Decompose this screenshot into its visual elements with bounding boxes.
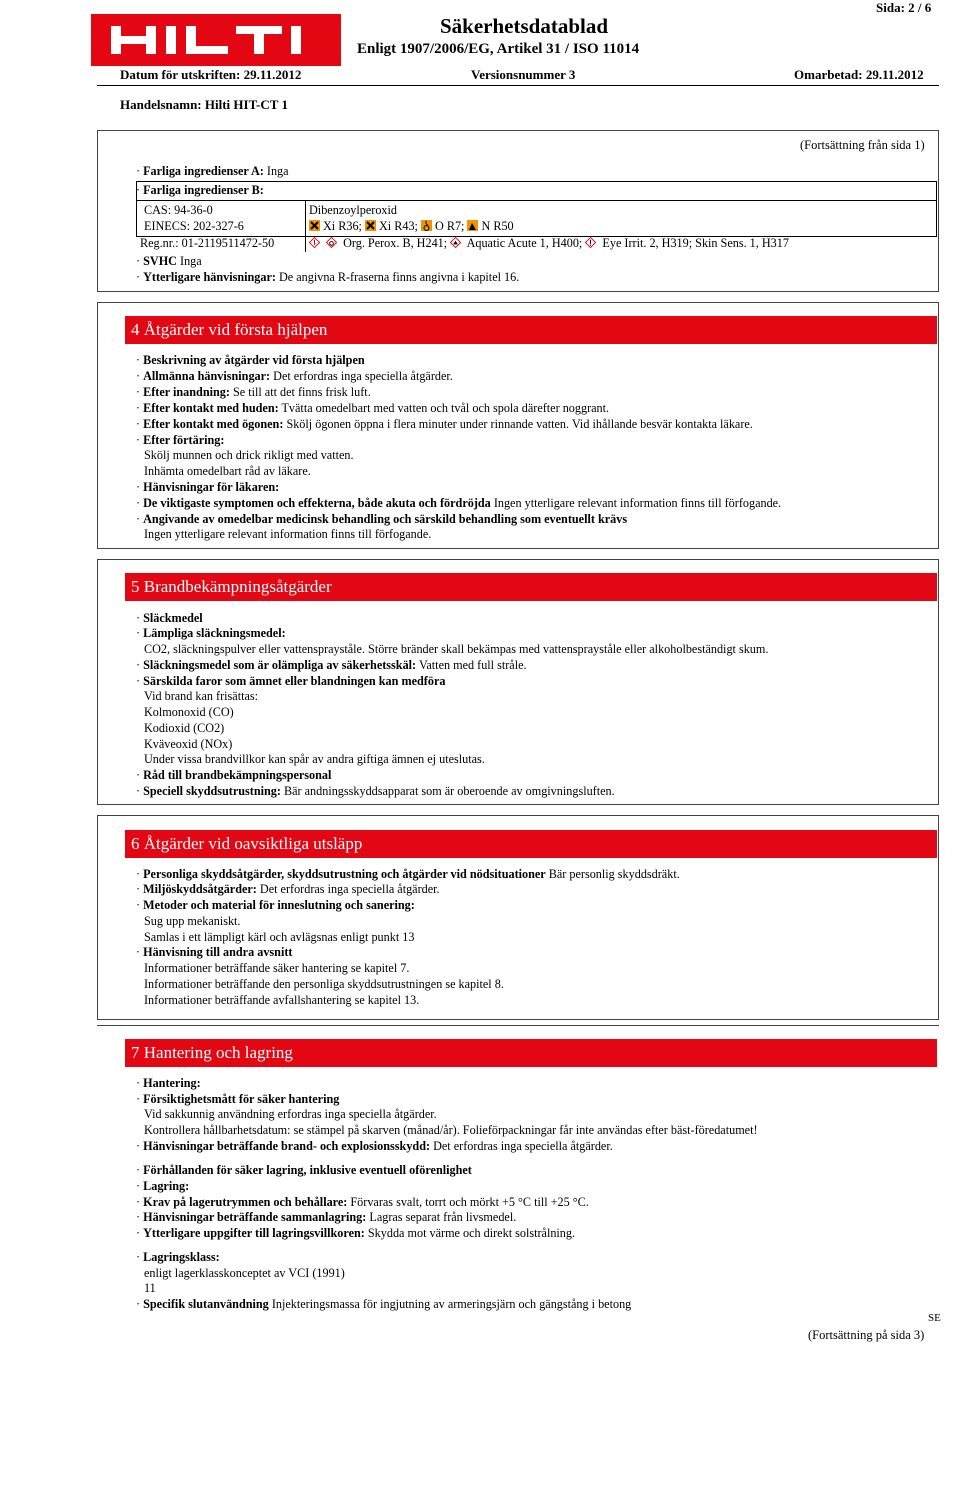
s6-line-4: Sug upp mekaniskt. (144, 914, 241, 928)
trade-name: Handelsnamn: Hilti HIT-CT 1 (120, 97, 288, 112)
s4-inhalation-text: Se till att det finns frisk luft. (232, 385, 371, 399)
s5-unsuitable-label: Släckningsmedel som är olämpliga av säkerhetsskäl: (143, 658, 417, 672)
section-6-heading: 6 Åtgärder vid oavsiktliga utsläpp (125, 830, 937, 858)
s4-line-4: · Efter kontakt med huden: Tvätta omedelbart med vatten och tvål och spola därefter noggrant. (136, 401, 610, 415)
s7-line-9: · Hänvisningar beträffande sammanlagring: Lagras separat från livsmedel. (136, 1210, 517, 1224)
s7-line-3: Vid sakkunnig användning erfordras inga speciella åtgärder. (144, 1107, 437, 1121)
ghs09-environment-icon (450, 237, 461, 248)
s5-special-hazards-label: Särskilda faror som ämnet eller blandningen kan medföra (143, 674, 446, 688)
ghs07-exclamation-icon (585, 237, 596, 248)
s7-line-12: enligt lagerklasskonceptet av VCI (1991) (144, 1266, 345, 1280)
s4-skin-text: Tvätta omedelbart med vatten och tvål och spola därefter noggrant. (281, 401, 610, 415)
ingredients-a-value: Inga (266, 164, 289, 178)
section-4-heading: 4 Åtgärder vid första hjälpen (125, 316, 937, 344)
s7-line-4: Kontrollera hållbarhetsdatum: se stämpel på skarven (månad/år). Folieförpackningar får inte användas efter bäst-föredatumet! (144, 1123, 758, 1137)
s7-further-text: Skydda mot värme och direkt solstrålning. (367, 1226, 576, 1240)
s5-line-10: Under vissa brandvillkor kan spår av andra giftiga ämnen ej uteslutas. (144, 752, 485, 766)
s4-line-12: Ingen ytterligare relevant information finns till förfogande. (144, 527, 432, 541)
s5-equipment-label: Speciell skyddsutrustning: (143, 784, 281, 798)
clp-org-perox: Org. Perox. B, H241; (343, 236, 448, 250)
section-7-heading: 7 Hantering och lagring (125, 1039, 937, 1067)
s5-extinguishing-label: Släckmedel (143, 611, 203, 625)
s6-environment-label: Miljöskyddsåtgärder: (143, 882, 257, 896)
s4-line-3: · Efter inandning: Se till att det finns frisk luft. (136, 385, 371, 399)
s4-skin-label: Efter kontakt med huden: (143, 401, 279, 415)
clp-classification (309, 236, 789, 251)
xi-irritant-icon (365, 220, 376, 231)
s7-storage-class-label: Lagringsklass: (143, 1250, 220, 1264)
s7-end-use-label: Specifik slutanvändning (143, 1297, 269, 1311)
s5-advice-label: Råd till brandbekämpningspersonal (143, 768, 332, 782)
s7-fire-text: Det erfordras inga speciella åtgärder. (433, 1139, 613, 1153)
hilti-logo (91, 14, 341, 66)
s6-line-2: · Miljöskyddsåtgärder: Det erfordras inga speciella åtgärder. (136, 882, 440, 896)
s5-line-8: Kodioxid (CO2) (144, 721, 225, 735)
s4-first-aid-description: Beskrivning av åtgärder vid första hjälpen (143, 353, 365, 367)
s5-line-7: Kolmonoxid (CO) (144, 705, 234, 719)
s7-fire-label: Hänvisningar beträffande brand- och explosionsskydd: (143, 1139, 431, 1153)
s6-environment-text: Det erfordras inga speciella åtgärder. (259, 882, 440, 896)
s7-line-10: · Ytterligare uppgifter till lagringsvillkoren: Skydda mot värme och direkt solstrålning. (136, 1226, 576, 1240)
ingredients-b-row-divider (136, 200, 937, 201)
r-phrases (309, 219, 514, 234)
s4-line-9: · Hänvisningar för läkaren: (136, 480, 280, 494)
s5-line-12: · Speciell skyddsutrustning: Bär andningsskyddsapparat som är oberoende av omgivningsluften. (136, 784, 615, 798)
s6-line-1: · Personliga skyddsåtgärder, skyddsutrustning och åtgärder vid nödsituationer Bär personlig skyddsdräkt. (136, 867, 680, 881)
s5-equipment-text: Bär andningsskyddsapparat som är oberoende av omgivningsluften. (283, 784, 615, 798)
s7-line-14: · Specifik slutanvändning Injekteringsmassa för ingjutning av armeringsjärn och gängstång i betong (136, 1297, 632, 1311)
further-label: Ytterligare hänvisningar: (143, 270, 276, 284)
s6-line-8: Informationer beträffande den personliga skyddsutrustningen se kapitel 8. (144, 977, 504, 991)
s6-personal-label: Personliga skyddsåtgärder, skyddsutrustning och åtgärder vid nödsituationer (143, 867, 546, 881)
hazardous-ingredients-b: · Farliga ingredienser B: (136, 183, 264, 197)
svhc-label: SVHC (143, 254, 177, 268)
s7-requirements-label: Krav på lagerutrymmen och behållare: (143, 1195, 348, 1209)
substance-name: Dibenzoylperoxid (309, 203, 397, 217)
s6-line-9: Informationer beträffande avfallshantering se kapitel 13. (144, 993, 420, 1007)
section-7-top-border (97, 1025, 939, 1026)
document-subtitle: Enligt 1907/2006/EG, Artikel 31 / ISO 11014 (357, 41, 640, 57)
s7-further-label: Ytterligare uppgifter till lagringsvillkoren: (143, 1226, 365, 1240)
s5-line-9: Kväveoxid (NOx) (144, 737, 233, 751)
r-o7: O R7; (434, 219, 465, 233)
s5-line-5: · Särskilda faror som ämnet eller blandningen kan medföra (136, 674, 446, 688)
hazardous-ingredients-a: · Farliga ingredienser A: Inga (136, 164, 289, 178)
s5-line-2: · Lämpliga släckningsmedel: (136, 626, 286, 640)
ingredients-b-label: Farliga ingredienser B: (143, 183, 264, 197)
s5-suitable-label: Lämpliga släckningsmedel: (143, 626, 286, 640)
s6-line-6: · Hänvisning till andra avsnitt (136, 945, 293, 959)
clp-eye-skin: Eye Irrit. 2, H319; Skin Sens. 1, H317 (602, 236, 789, 250)
s4-ingestion-label: Efter förtäring: (143, 433, 225, 447)
continued-from: (Fortsättning från sida 1) (800, 138, 925, 152)
further-value: De angivna R-fraserna finns angivna i kapitel 16. (278, 270, 520, 284)
s7-storage-label: Lagring: (143, 1179, 190, 1193)
revised-date: Omarbetad: 29.11.2012 (794, 67, 924, 82)
s5-line-6: Vid brand kan frisättas: (144, 689, 259, 703)
s4-line-7: Skölj munnen och drick rikligt med vatten. (144, 448, 354, 462)
s4-line-8: Inhämta omedelbart råd av läkare. (144, 464, 311, 478)
s5-unsuitable-text: Vatten med full stråle. (418, 658, 527, 672)
s6-line-7: Informationer beträffande säker hantering se kapitel 7. (144, 961, 410, 975)
s7-joint-storage-text: Lagras separat från livsmedel. (369, 1210, 517, 1224)
xi-harmful-icon (309, 220, 320, 231)
document-title: Säkerhetsdatablad (440, 14, 609, 38)
s4-line-6: · Efter förtäring: (136, 433, 225, 447)
s7-line-1: · Hantering: (136, 1076, 201, 1090)
ingredients-a-label: Farliga ingredienser A: (143, 164, 264, 178)
svhc-line: · SVHC Inga (136, 254, 202, 268)
s7-end-use-text: Injekteringsmassa för ingjutning av armeringsjärn och gängstång i betong (271, 1297, 632, 1311)
page-number: Sida: 2 / 6 (876, 0, 932, 15)
s4-general-label: Allmänna hänvisningar: (143, 369, 271, 383)
s7-line-7: · Lagring: (136, 1179, 190, 1193)
ghs03-oxidizer-icon (326, 237, 337, 248)
ghs02-flame-icon (309, 237, 320, 248)
section-5-heading: 5 Brandbekämpningsåtgärder (125, 573, 937, 601)
s5-line-11: · Råd till brandbekämpningspersonal (136, 768, 332, 782)
s5-line-1: · Släckmedel (136, 611, 203, 625)
s6-personal-text: Bär personlig skyddsdräkt. (548, 867, 680, 881)
s4-doctor-label: Hänvisningar för läkaren: (143, 480, 280, 494)
s4-symptoms-label: De viktigaste symptomen och effekterna, både akuta och fördröjda (143, 496, 491, 510)
header-divider (97, 85, 939, 86)
reg-number: Reg.nr.: 01-2119511472-50 (140, 236, 275, 250)
s6-methods-label: Metoder och material för inneslutning och sanering: (143, 898, 415, 912)
s7-line-6: · Förhållanden för säker lagring, inklusive eventuell oförenlighet (136, 1163, 472, 1177)
r-n50: N R50 (481, 219, 514, 233)
s4-eye-text: Skölj ögonen öppna i flera minuter under rinnande vatten. Vid ihållande besvär kontakta läkare. (286, 417, 753, 431)
s7-handling-label: Hantering: (143, 1076, 201, 1090)
s4-general-text: Det erfordras inga speciella åtgärder. (273, 369, 453, 383)
s6-line-5: Samlas i ett lämpligt kärl och avlägsnas enligt punkt 13 (144, 930, 415, 944)
hilti-logo-mark (91, 14, 341, 66)
s4-inhalation-label: Efter inandning: (143, 385, 230, 399)
s7-line-13: 11 (144, 1281, 156, 1295)
s4-line-11: · Angivande av omedelbar medicinsk behandling och särskild behandling som eventuellt krävs (136, 512, 628, 526)
further-references: · Ytterligare hänvisningar: De angivna R-fraserna finns angivna i kapitel 16. (136, 270, 520, 284)
s4-symptoms-text: Ingen ytterligare relevant information finns till förfogande. (493, 496, 782, 510)
s7-joint-storage-label: Hänvisningar beträffande sammanlagring: (143, 1210, 367, 1224)
s7-line-5: · Hänvisningar beträffande brand- och explosionsskydd: Det erfordras inga speciella åtgärder. (136, 1139, 613, 1153)
s7-line-2: · Försiktighetsmått för säker hantering (136, 1092, 340, 1106)
oxidizing-icon (421, 220, 432, 231)
s7-requirements-text: Förvaras svalt, torrt och mörkt +5 °C till +25 °C. (350, 1195, 589, 1209)
r-xi36: Xi R36; (323, 219, 362, 233)
svhc-value: Inga (180, 254, 202, 268)
cas-number: CAS: 94-36-0 (144, 203, 213, 217)
s7-line-8: · Krav på lagerutrymmen och behållare: Förvaras svalt, torrt och mörkt +5 °C till +25 °C. (136, 1195, 589, 1209)
s4-line-2: · Allmänna hänvisningar: Det erfordras inga speciella åtgärder. (136, 369, 453, 383)
s6-line-3: · Metoder och material för inneslutning och sanering: (136, 898, 415, 912)
r-xi43: Xi R43; (378, 219, 418, 233)
s6-references-label: Hänvisning till andra avsnitt (143, 945, 293, 959)
s7-line-11: · Lagringsklass: (136, 1250, 220, 1264)
version-number: Versionsnummer 3 (471, 67, 576, 82)
s4-line-1: · Beskrivning av åtgärder vid första hjälpen (136, 353, 365, 367)
einecs-number: EINECS: 202-327-6 (144, 219, 244, 233)
s5-line-4: · Släckningsmedel som är olämpliga av säkerhetsskäl: Vatten med full stråle. (136, 658, 527, 672)
clp-aquatic: Aquatic Acute 1, H400; (466, 236, 583, 250)
ingredients-b-col-divider (305, 200, 306, 252)
s4-eye-label: Efter kontakt med ögonen: (143, 417, 284, 431)
s7-precautions-label: Försiktighetsmått för säker hantering (143, 1092, 340, 1106)
print-date: Datum för utskriften: 29.11.2012 (120, 67, 302, 82)
language-code: SE (928, 1312, 941, 1324)
environment-hazard-icon (467, 220, 478, 231)
s4-line-10: · De viktigaste symptomen och effekterna, både akuta och fördröjda Ingen ytterligare relevant information finns till förfogande. (136, 496, 782, 510)
s7-storage-conditions-label: Förhållanden för säker lagring, inklusive eventuell oförenlighet (143, 1163, 472, 1177)
continued-to: (Fortsättning på sida 3) (808, 1328, 925, 1342)
s4-line-5: · Efter kontakt med ögonen: Skölj ögonen öppna i flera minuter under rinnande vatten. Vid ihållande besvär kontakta läkare. (136, 417, 753, 431)
s5-line-3: CO2, släckningspulver eller vattensprayståle. Större bränder skall bekämpas med vattensprayståle eller alkoholbeständigt skum. (144, 642, 769, 656)
s4-treatment-label: Angivande av omedelbar medicinsk behandling och särskild behandling som eventuellt krävs (143, 512, 628, 526)
